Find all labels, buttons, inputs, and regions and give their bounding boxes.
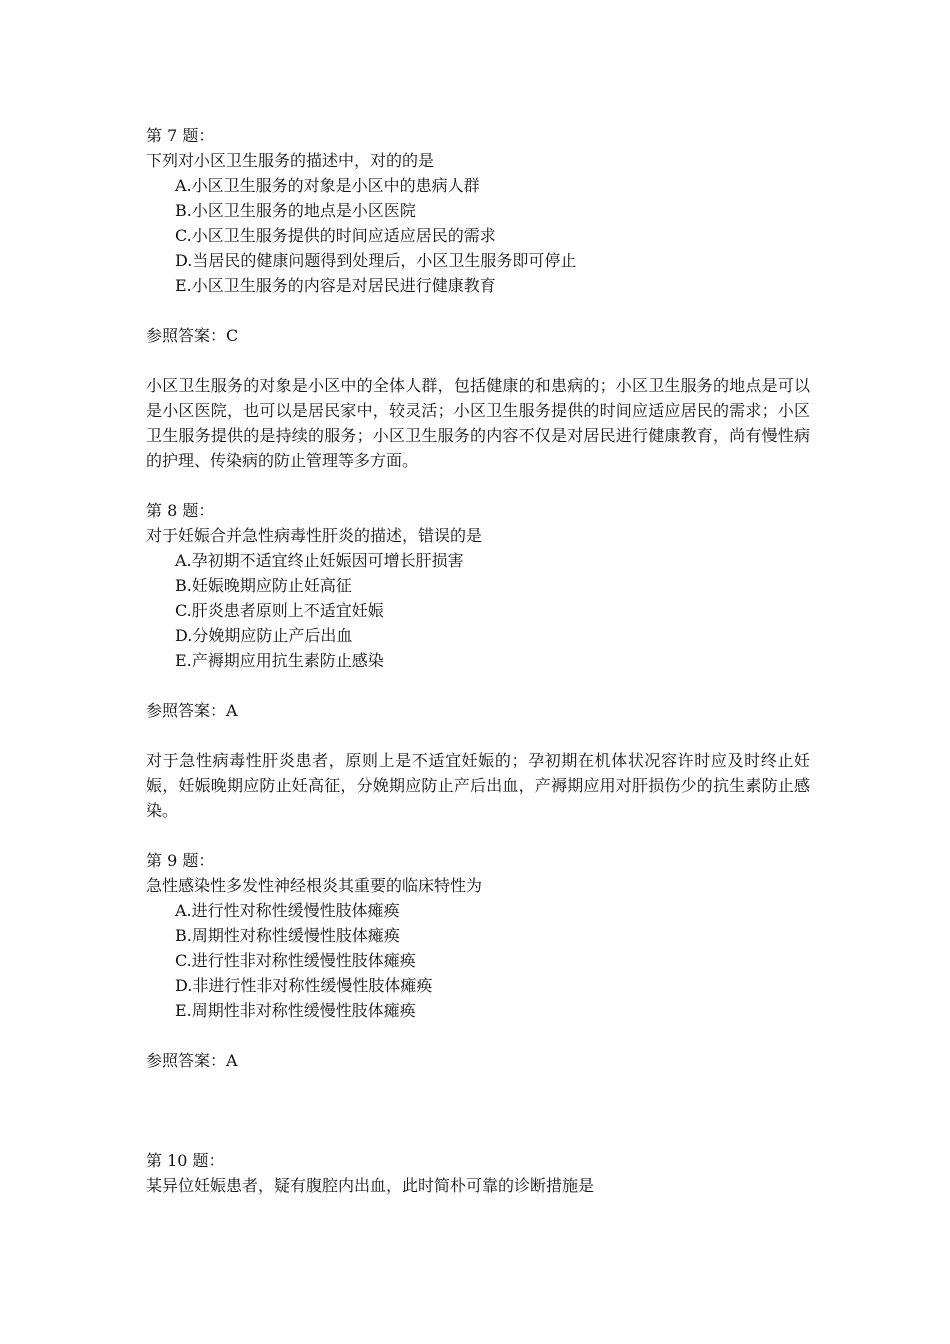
- question-10: [146, 1148, 810, 1198]
- option-d: D.当居民的健康问题得到处理后，小区卫生服务即可停止: [175, 251, 577, 270]
- question-stem: 下列对小区卫生服务的描述中，对的的是: [146, 151, 435, 170]
- option-list: [146, 898, 810, 1023]
- question-stem: 急性感染性多发性神经根炎其重要的临床特性为: [146, 876, 483, 895]
- option-e: E.小区卫生服务的内容是对居民进行健康教育: [175, 276, 496, 295]
- option-b: B.小区卫生服务的地点是小区医院: [175, 201, 416, 220]
- option-c: C.小区卫生服务提供的时间应适应居民的需求: [175, 226, 496, 245]
- question-number: 第 10 题：: [146, 1151, 225, 1170]
- option-list: [146, 173, 810, 298]
- option-c: C.进行性非对称性缓慢性肢体瘫痪: [175, 951, 416, 970]
- question-stem: 某异位妊娠患者，疑有腹腔内出血，此时简朴可靠的诊断措施是: [146, 1176, 595, 1195]
- question-9: [146, 848, 810, 1073]
- reference-answer: 参照答案：A: [146, 1051, 238, 1070]
- option-a: A.孕初期不适宜终止妊娠因可增长肝损害: [175, 551, 464, 570]
- question-stem: 对于妊娠合并急性病毒性肝炎的描述，错误的是: [146, 526, 483, 545]
- reference-answer: 参照答案：C: [146, 326, 239, 345]
- question-number: 第 7 题：: [146, 126, 215, 145]
- option-a: A.进行性对称性缓慢性肢体瘫痪: [175, 901, 400, 920]
- question-number: 第 9 题：: [146, 851, 215, 870]
- answer-explanation: 对于急性病毒性肝炎患者，原则上是不适宜妊娠的；孕初期在机体状况容许时应及时终止妊娠，妊娠晚期应防止妊高征，分娩期应防止产后出血，产褥期应用对肝损伤少的抗生素防止感染。: [146, 751, 810, 820]
- option-e: E.产褥期应用抗生素防止感染: [175, 651, 384, 670]
- option-b: B.周期性对称性缓慢性肢体瘫痪: [175, 926, 400, 945]
- option-c: C.肝炎患者原则上不适宜妊娠: [175, 601, 384, 620]
- option-d: D.非进行性非对称性缓慢性肢体瘫痪: [175, 976, 433, 995]
- question-7: [146, 123, 810, 473]
- option-b: B.妊娠晚期应防止妊高征: [175, 576, 352, 595]
- question-number: 第 8 题：: [146, 501, 215, 520]
- option-d: D.分娩期应防止产后出血: [175, 626, 353, 645]
- question-8: [146, 498, 810, 823]
- document-content: [146, 123, 810, 1198]
- option-list: [146, 548, 810, 673]
- option-e: E.周期性非对称性缓慢性肢体瘫痪: [175, 1001, 416, 1020]
- answer-explanation: 小区卫生服务的对象是小区中的全体人群，包括健康的和患病的；小区卫生服务的地点是可以是小区医院，也可以是居民家中，较灵活；小区卫生服务提供的时间应适应居民的需求；小区卫生服务提供的是持续的服务；小区卫生服务的内容不仅是对居民进行健康教育，尚有慢性病的护理、传染病的防止管理等多方面。: [146, 376, 810, 470]
- reference-answer: 参照答案：A: [146, 701, 238, 720]
- option-a: A.小区卫生服务的对象是小区中的患病人群: [175, 176, 480, 195]
